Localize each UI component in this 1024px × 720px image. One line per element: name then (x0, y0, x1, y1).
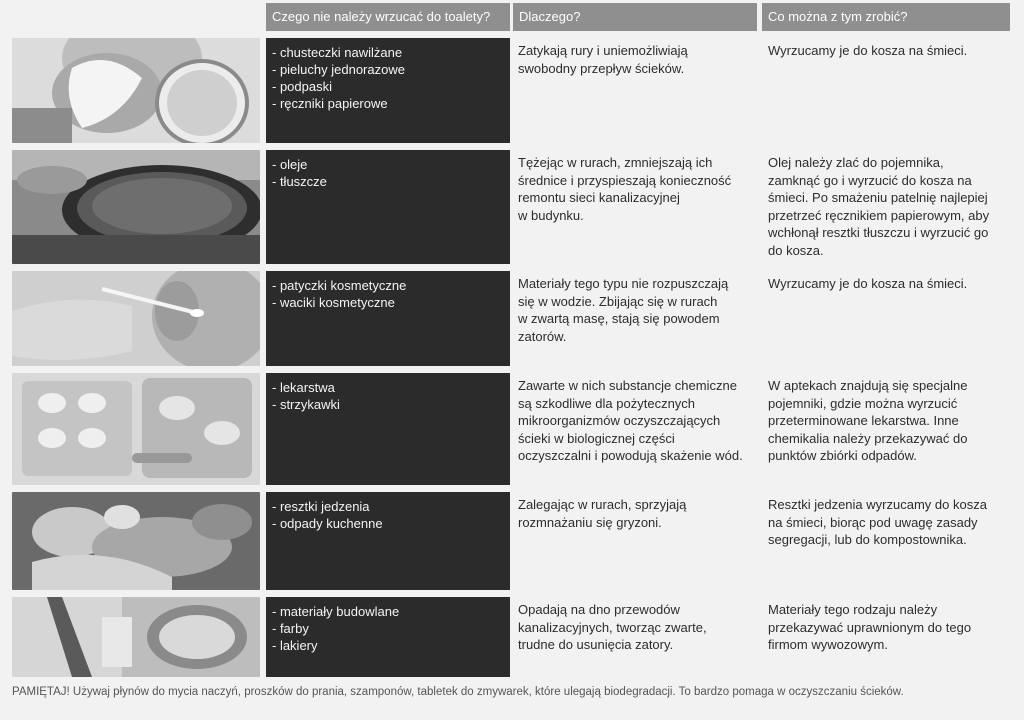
table-row (0, 271, 1024, 366)
reason-text (518, 38, 754, 77)
reason-line: remontu sieci kanalizacyjnej (518, 190, 680, 205)
list-item: - odpady kuchenne (272, 516, 383, 531)
woman-with-tissue-photo (12, 38, 260, 143)
solution-line: do kosza. (768, 242, 824, 258)
header-why: Dlaczego? (513, 3, 757, 31)
reason-line: są szkodliwe dla pożytecznych (518, 395, 696, 411)
items-hygiene (266, 38, 510, 143)
items-medicines (266, 373, 510, 485)
reason-text (518, 271, 754, 345)
table-row (0, 38, 1024, 143)
reason-text (518, 492, 754, 531)
list-item: - materiały budowlane (272, 604, 400, 619)
solution-text (768, 150, 1008, 259)
reason-line: Zawarte w nich substancje chemiczne (518, 378, 737, 393)
solution-line: wchłonął resztki tłuszczu i wyrzucić go (768, 225, 989, 240)
solution-line: Resztki jedzenia wyrzucamy do kosza (768, 497, 987, 512)
food-scraps-photo (12, 492, 260, 590)
solution-text (768, 597, 1008, 654)
solution-line: pojemniki, gdzie można wyrzucić (768, 395, 958, 411)
solution-line: punktów zbiórki odpadów. (768, 448, 917, 463)
reason-line: się w wodzie. Zbijając się w rurach (518, 293, 718, 309)
items-cosmetic (266, 271, 510, 366)
list-item: - pieluchy jednorazowe (272, 62, 405, 77)
reason-line: w budynku. (518, 207, 584, 223)
header-what-not-to-flush: Czego nie należy wrzucać do toalety? (266, 3, 510, 31)
list-item: - patyczki kosmetyczne (272, 278, 407, 293)
frying-pan-photo (12, 150, 260, 264)
construction-photo (12, 597, 260, 677)
footer-remember-note: PAMIĘTAJ! Używaj płynów do mycia naczyń, proszków do prania, szamponów, tabletek do zmywarek, które ulegają biodegradacji. To bardzo pomaga w oczyszczaniu ścieków. (12, 686, 904, 698)
solution-line: Materiały tego rodzaju należy (768, 602, 938, 617)
solution-line: Wyrzucamy je do kosza na śmieci. (768, 276, 968, 291)
list-item: - ręczniki papierowe (272, 96, 388, 111)
reason-line: trudne do usunięcia zatory. (518, 637, 674, 652)
solution-line: firmom wywozowym. (768, 637, 888, 652)
reason-line: kanalizacyjnych, tworząc zwarte, (518, 619, 707, 635)
reason-text (518, 373, 754, 465)
reason-line: rozmnażaniu się gryzoni. (518, 514, 662, 530)
reason-text (518, 150, 754, 224)
list-item: - chusteczki nawilżane (272, 45, 403, 60)
reason-text (518, 597, 754, 654)
solution-line: przekazywać uprawnionym do tego (768, 619, 972, 635)
solution-line: zamknąć go i wyrzucić do kosza na (768, 172, 972, 188)
table-row (0, 492, 1024, 590)
solution-line: śmieci. Po smażeniu patelnię najlepiej (768, 190, 988, 205)
reason-line: ścieki w biologicznej części (518, 430, 675, 446)
items-oils (266, 150, 510, 264)
solution-line: chemikalia należy przekazywać do (768, 430, 968, 446)
solution-text (768, 373, 1008, 465)
items-building (266, 597, 510, 677)
solution-text (768, 492, 1008, 549)
solution-line: na śmieci, biorąc pod uwagę zasady (768, 514, 978, 530)
reason-line: oczyszczalni i powodują skażenie wód. (518, 448, 743, 463)
list-item: - lekarstwa (272, 380, 335, 395)
reason-line: Tężejąc w rurach, zmniejszają ich (518, 155, 713, 170)
solution-line: W aptekach znajdują się specjalne (768, 378, 968, 393)
list-item: - waciki kosmetyczne (272, 295, 395, 310)
solution-line: przeterminowane lekarstwa. Inne (768, 413, 959, 428)
solution-line: Olej należy zlać do pojemnika, (768, 155, 944, 170)
reason-line: swobodny przepływ ścieków. (518, 60, 685, 76)
solution-line: przetrzeć ręcznikiem papierowym, aby (768, 207, 990, 223)
reason-line: zatorów. (518, 328, 567, 344)
solution-line: segregacji, lub do kompostownika. (768, 532, 967, 547)
list-item: - lakiery (272, 638, 318, 653)
header-what-to-do: Co można z tym zrobić? (762, 3, 1010, 31)
reason-line: w zwartą masę, stają się powodem (518, 311, 720, 326)
solution-text (768, 38, 1008, 60)
reason-line: mikroorganizmów oczyszczających (518, 413, 721, 428)
solution-text (768, 271, 1008, 293)
table-row (0, 597, 1024, 677)
reason-line: Materiały tego typu nie rozpuszczają (518, 276, 729, 291)
pills-photo (12, 373, 260, 485)
list-item: - resztki jedzenia (272, 499, 370, 514)
table-row (0, 150, 1024, 264)
list-item: - tłuszcze (272, 174, 327, 189)
items-food-waste (266, 492, 510, 590)
solution-line: Wyrzucamy je do kosza na śmieci. (768, 43, 968, 58)
list-item: - oleje (272, 157, 308, 172)
reason-line: Zalegając w rurach, sprzyjają (518, 497, 687, 512)
list-item: - farby (272, 621, 309, 636)
reason-line: średnice i przyspieszają konieczność (518, 172, 732, 188)
list-item: - strzykawki (272, 397, 340, 412)
reason-line: Zatykają rury i uniemożliwiają (518, 43, 688, 58)
reason-line: Opadają na dno przewodów (518, 602, 680, 617)
cotton-bud-photo (12, 271, 260, 366)
list-item: - podpaski (272, 79, 332, 94)
table-row (0, 373, 1024, 485)
